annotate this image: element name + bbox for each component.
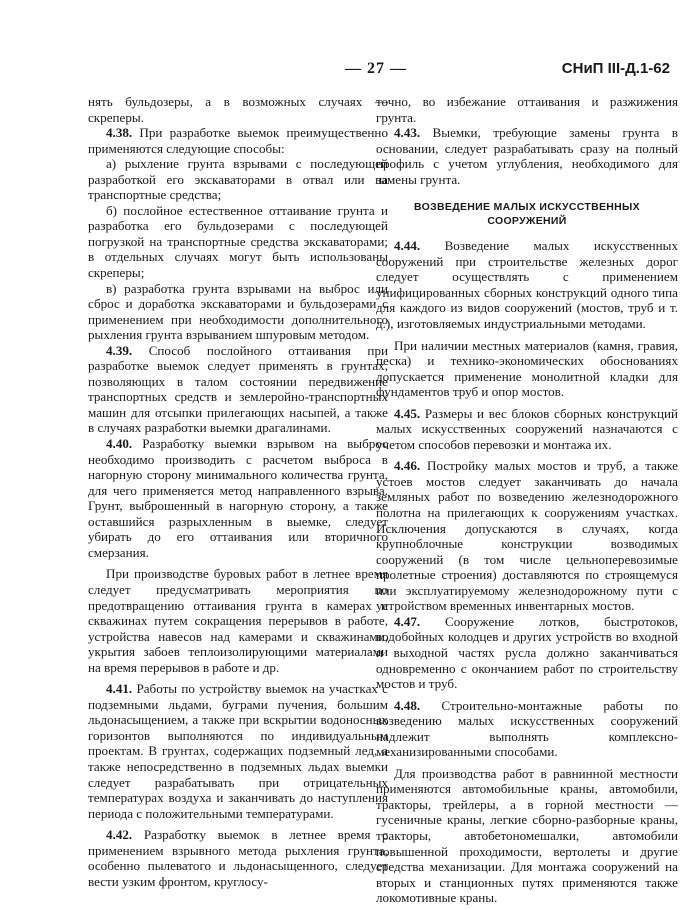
- paragraph-text: Возведение малых искусственных сооружений при строительстве железных дорог следует осуществлять с применением унифицированных сборных конструкций одного типа для каждого из видов сооружений (мостов, труб и т. д.), изготовляемых индустриальными методами.: [376, 238, 678, 332]
- right-column: [376, 94, 678, 906]
- paragraph-text: Работы по устройству выемок на участках с подземными льдами, буграми пучения, большим льдонасыщением, а также при вскрытии водоносных горизонтов выполняются по индивидуальным проектам. В грунтах, содержащих подземный лед, а также непосредственно в подземных льдах выемки следует разрабатывать при отрицательных температурах воздуха и заканчивать до наступления периода с положительными температурами.: [88, 681, 388, 821]
- paragraph-text: Постройку малых мостов и труб, а также устоев мостов следует заканчивать до начала земляных работ по возведению железнодорожного полотна на прилегающих к сооружениям участках. Исключения допускаются в случаях, когда крупноблочные конструкции возводимых сооружений (в том числе цельноперевозимые пролетные строения) доставляются по строящемуся или эксплуатируемому железнодорожному пути с устройством временных инвентарных мостов.: [376, 458, 678, 614]
- paragraph-4-48: [376, 698, 678, 760]
- paragraph-text: Разработку выемок в летнее время с применением взрывного метода рыхления грунта, особенно пылеватого и льдонасыщенного, следует вести узким фронтом, круглосу-: [88, 827, 388, 889]
- list-item-v: в) разработка грунта взрывами на выброс или сброс и доработка экскаваторами и бульдозерами с применением при необходимости дополнительного рыхления грунта взрыванием шпуровым методом.: [88, 280, 388, 343]
- page-number: — 27 —: [345, 60, 407, 77]
- paragraph-text: При разработке выемок преимущественно применяются следующие способы:: [88, 125, 388, 156]
- paragraph: При производстве буровых работ в летнее время следует предусматривать мероприятия по предотвращению оттаивания грунта в камерах и скважинах путем сокращения перерывов в работе, устройства навесов над камерами и скважинами, укрытия забоев теплоизолирующими материалами на время перерывов в работе и др.: [88, 566, 388, 675]
- paragraph-text: Сооружение лотков, быстротоков, водобойных колодцев и других устройств во входной и выходной частях русла должно заканчиваться одновременно с окончанием работ по строительству мостов и труб.: [376, 613, 678, 692]
- left-column: [88, 94, 388, 889]
- clause-number: 4.48.: [394, 697, 421, 713]
- paragraph-4-44: [376, 238, 678, 331]
- clause-number: 4.46.: [394, 458, 421, 474]
- paragraph-4-45: [376, 406, 678, 453]
- clause-number: 4.41.: [106, 681, 133, 697]
- paragraph-4-40: [88, 436, 388, 560]
- paragraph: Для производства работ в равнинной местности применяются автомобильные краны, автомобили, тракторы, трейлеры, а в горной местности — гусеничные краны, легкие сборно-разборные краны, тракторы, автобетономешалки, автомобили повышенной проходимости, вертолеты и другие средства механизации. Для монтажа сооружений на вторых и станционных путях применяются также локомотивные краны.: [376, 765, 678, 906]
- clause-number: 4.42.: [106, 827, 133, 843]
- clause-number: 4.40.: [106, 436, 133, 452]
- paragraph-text: Выемки, требующие замены грунта в основании, следует разрабатывать сразу на полный профиль с учетом углубления, необходимого для замены грунта.: [376, 125, 678, 187]
- clause-number: 4.39.: [106, 342, 133, 358]
- paragraph: точно, во избежание оттаивания и разжижения грунта.: [376, 94, 678, 125]
- document-code: СНиП III-Д.1-62: [561, 60, 670, 77]
- clause-number: 4.44.: [394, 238, 421, 254]
- clause-number: 4.43.: [394, 125, 421, 141]
- paragraph-text: Способ послойного оттаивания при разработке выемок следует применять в грунтах, позволяющих в талом состоянии передвижение транспортных средств и землеройно-транспортных машин для отсыпки прилегающих насыпей, а также в случаях разработки выемки драгалинами.: [88, 342, 388, 436]
- paragraph-4-39: [88, 343, 388, 436]
- paragraph: нять бульдозеры, а в возможных случаях — скреперы.: [88, 94, 388, 125]
- paragraph-4-41: [88, 681, 388, 821]
- clause-number: 4.47.: [394, 613, 421, 629]
- paragraph-text: Строительно-монтажные работы по возведению малых искусственных сооружений надлежит выполнять комплексно-механизированными способами.: [376, 697, 678, 760]
- paragraph-4-42: [88, 827, 388, 889]
- paragraph-4-47: [376, 614, 678, 692]
- list-item-a: а) рыхление грунта взрывами с последующей разработкой его экскаваторами в отвал или на транспортные средства;: [88, 156, 388, 203]
- paragraph-4-43: [376, 125, 678, 187]
- clause-number: 4.38.: [106, 125, 133, 141]
- list-item-b: б) послойное естественное оттаивание грунта и разработка его бульдозерами с последующей погрузкой на транспортные средства экскаваторами; в отдельных случаях могут быть использованы скреперы;: [88, 202, 388, 281]
- paragraph-4-46: [376, 458, 678, 613]
- clause-number: 4.45.: [394, 405, 421, 421]
- paragraph: При наличии местных материалов (камня, гравия, песка) и технико-экономических обоснованиях допускается применение монолитной кладки для фундаментов труб и опор мостов.: [376, 337, 678, 400]
- paragraph-text: Разработку выемки взрывом на выброс необходимо производить с расчетом выброса в нагорную сторону минимального количества грунта, для чего применяется метод направленного взрыва. Грунт, выброшенный в нагорную сторону, а также оставшийся разрыхленным в выемке, следует убирать до его оттаивания или вторичного смерзания.: [88, 436, 388, 560]
- paragraph-4-38: [88, 125, 388, 156]
- paragraph-text: Размеры и вес блоков сборных конструкций малых искусственных сооружений назначаются с учетом способов перевозки и монтажа их.: [376, 405, 678, 452]
- section-heading: ВОЗВЕДЕНИЕ МАЛЫХ ИСКУССТВЕННЫХ СООРУЖЕНИЙ: [414, 201, 640, 228]
